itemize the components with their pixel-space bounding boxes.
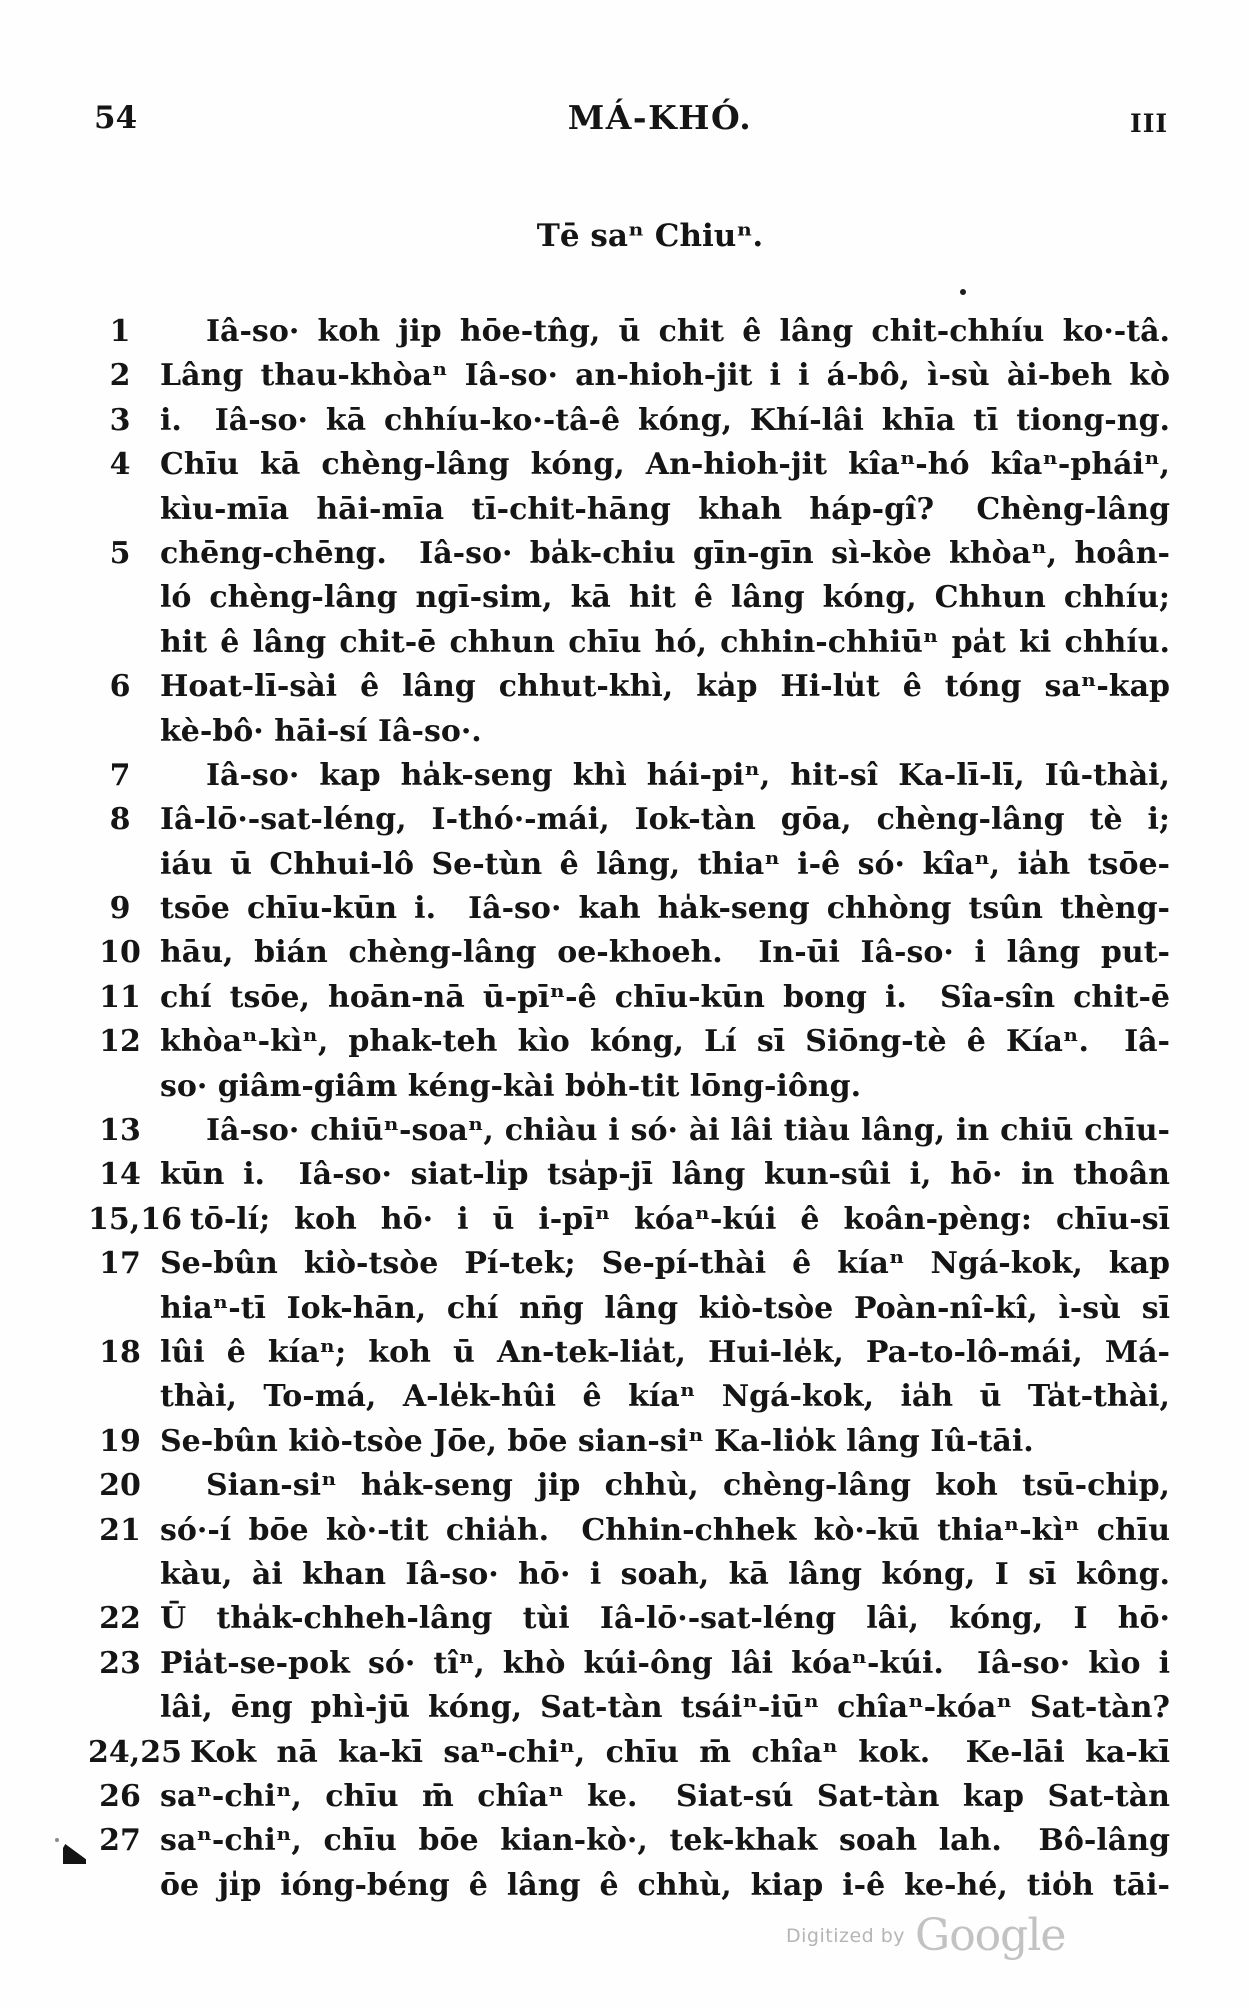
verse-line (88, 1420, 1170, 1464)
verse-line (88, 710, 1170, 754)
verse-text: lûi ê kíaⁿ; koh ū An-tek-lia̍t, Hui-le̍k, Pa-to-lô-mái, Má- (160, 1334, 1170, 1370)
verse-text: saⁿ-chiⁿ, chīu m̄ chîaⁿ ke. Siat-sú Sat-tàn kap Sat-tàn (160, 1778, 1170, 1814)
running-title: MÁ-KHÓ. (567, 98, 753, 137)
ink-speck (55, 1838, 59, 1842)
verse-line (88, 754, 1170, 798)
verse-line (88, 532, 1170, 576)
verse-number: 22 (99, 1601, 141, 1637)
verse-number: 19 (99, 1423, 141, 1459)
verse-number: 17 (99, 1246, 141, 1282)
verse-line (88, 798, 1170, 842)
verse-text: Iâ-so· koh jip hōe-tn̂g, ū chit ê lâng chit-chhíu ko·-tâ. (206, 314, 1170, 349)
verse-text: Iâ-so· kap ha̍k-seng khì hái-piⁿ, hit-sî Ka-lī-lī, Iû-thài, (206, 757, 1170, 793)
verse-line (88, 1642, 1170, 1686)
verse-line (88, 1375, 1170, 1419)
verse-number: 7 (109, 757, 131, 793)
verse-line (88, 399, 1170, 443)
verse-number: 11 (99, 979, 141, 1015)
verse-number: 3 (109, 402, 131, 438)
verse-number: 18 (99, 1334, 141, 1370)
verse-text: kè-bô· hāi-sí Iâ-so·. (160, 713, 482, 749)
verse-line (88, 1198, 1170, 1242)
verse-number: 14 (99, 1157, 141, 1193)
digitized-watermark (786, 1910, 1065, 1961)
verse-text: kìu-mīa hāi-mīa tī-chit-hāng khah háp-gî? Chèng-lâng (160, 491, 1170, 527)
verse-line (88, 1153, 1170, 1197)
verse-number: 15,16 (88, 1201, 182, 1237)
verse-line (88, 1553, 1170, 1597)
verse-text-block (88, 310, 1170, 1908)
verse-line (88, 1775, 1170, 1819)
verse-text: chēng-chēng. Iâ-so· ba̍k-chiu gīn-gīn sì-kòe khòaⁿ, hoân- (160, 535, 1170, 571)
verse-line (88, 1819, 1170, 1863)
verse-text: hāu, bián chèng-lâng oe-khoeh. In-ūi Iâ-so· i lâng put- (160, 935, 1170, 971)
verse-text: Pia̍t-se-pok só· tîⁿ, khò kúi-ông lâi kóaⁿ-kúi. Iâ-so· kìo i (160, 1645, 1170, 1681)
verse-line (88, 887, 1170, 931)
verse-number: 24,25 (88, 1734, 182, 1770)
verse-number: 9 (109, 891, 131, 927)
verse-line (88, 488, 1170, 532)
verse-text: Chīu kā chèng-lâng kóng, An-hioh-jit kîaⁿ-hó kîaⁿ-pháiⁿ, (160, 447, 1170, 483)
verse-number: 13 (99, 1113, 141, 1149)
verse-line (88, 1020, 1170, 1064)
verse-text: Iâ-lō·-sat-léng, I-thó·-mái, Iok-tàn gōa, chèng-lâng tè i; (160, 802, 1170, 838)
ink-blot (63, 1844, 86, 1864)
verse-text: so· giâm-giâm kéng-kài bo̍h-tit lōng-iông. (160, 1068, 862, 1104)
verse-line (88, 1287, 1170, 1331)
verse-number: 5 (109, 535, 131, 571)
verse-number: 10 (99, 935, 141, 971)
verse-text: Se-bûn kiò-tsòe Jōe, bōe sian-siⁿ Ka-lio̍k lâng Iû-tāi. (160, 1423, 1034, 1459)
verse-number: 12 (99, 1024, 141, 1060)
verse-number: 20 (99, 1468, 141, 1504)
ink-speck (960, 289, 966, 295)
verse-text: só·-í bōe kò·-tit chia̍h. Chhin-chhek kò·-kū thiaⁿ-kìⁿ chīu (160, 1512, 1170, 1548)
verse-text: Lâng thau-khòaⁿ Iâ-so· an-hioh-jit i i á-bô, ì-sù ài-beh kò (160, 358, 1170, 394)
verse-text: Sian-siⁿ ha̍k-seng jip chhù, chèng-lâng koh tsū-chi̍p, (206, 1468, 1170, 1504)
verse-line (88, 1686, 1170, 1730)
verse-line (88, 576, 1170, 620)
verse-line (88, 1331, 1170, 1375)
verse-text: kàu, ài khan Iâ-so· hō· i soah, kā lâng kóng, I sī kông. (160, 1556, 1170, 1592)
verse-text: saⁿ-chiⁿ, chīu bōe kian-kò·, tek-khak soah lah. Bô-lâng (160, 1823, 1170, 1859)
chapter-roman-numeral: III (1130, 109, 1169, 138)
watermark-prefix: Digitized by (786, 1924, 906, 1947)
verse-line (88, 843, 1170, 887)
verse-text: khòaⁿ-kìⁿ, phak-teh kìo kóng, Lí sī Siōng-tè ê Kíaⁿ. Iâ- (160, 1024, 1170, 1060)
verse-number: 27 (99, 1823, 141, 1859)
verse-text: tsōe chīu-kūn i. Iâ-so· kah ha̍k-seng chhòng tsûn thèng- (160, 891, 1170, 927)
verse-text: chí tsōe, hoān-nā ū-pīⁿ-ê chīu-kūn bong i. Sîa-sîn chit-ē (160, 979, 1170, 1015)
verse-text: Ū tha̍k-chheh-lâng tùi Iâ-lō·-sat-léng lâi, kóng, I hō· (160, 1601, 1170, 1637)
verse-line (88, 976, 1170, 1020)
verse-number: 26 (99, 1778, 141, 1814)
verse-line (88, 665, 1170, 709)
verse-text: lâi, ēng phì-jū kóng, Sat-tàn tsáiⁿ-iūⁿ chîaⁿ-kóaⁿ Sat-tàn? (160, 1690, 1170, 1726)
verse-text: tō-lí; koh hō· i ū i-pīⁿ kóaⁿ-kúi ê koân-pèng: chīu-sī (189, 1201, 1170, 1237)
verse-line (88, 1242, 1170, 1286)
page-number: 54 (94, 100, 138, 136)
verse-line (88, 1065, 1170, 1109)
verse-line (88, 1109, 1170, 1153)
google-logo: Google (915, 1910, 1066, 1961)
verse-line (88, 1509, 1170, 1553)
verse-text: i. Iâ-so· kā chhíu-ko·-tâ-ê kóng, Khí-lâi khīa tī tiong-ng. (160, 402, 1170, 438)
verse-text: Hoat-lī-sài ê lâng chhut-khì, ka̍p Hi-lu̍t ê tóng saⁿ-kap (160, 669, 1170, 705)
verse-number: 2 (109, 358, 131, 394)
verse-line (88, 1464, 1170, 1508)
verse-number: 23 (99, 1645, 141, 1681)
verse-line (88, 443, 1170, 487)
verse-text: hiaⁿ-tī Iok-hān, chí nn̄g lâng kiò-tsòe Poàn-nî-kî, ì-sù sī (160, 1290, 1170, 1326)
verse-text: Se-bûn kiò-tsòe Pí-tek; Se-pí-thài ê kíaⁿ Ngá-kok, kap (160, 1246, 1170, 1282)
verse-number: 4 (109, 447, 131, 483)
verse-line (88, 1731, 1170, 1775)
verse-line (88, 310, 1170, 354)
verse-line (88, 931, 1170, 975)
chapter-heading: Tē saⁿ Chiuⁿ. (536, 218, 764, 254)
verse-line (88, 1864, 1170, 1908)
verse-number: 21 (99, 1512, 141, 1548)
verse-text: iáu ū Chhui-lô Se-tùn ê lâng, thiaⁿ i-ê só· kîaⁿ, ia̍h tsōe- (160, 846, 1170, 882)
verse-number: 1 (109, 314, 131, 349)
verse-text: ōe ji̍p ióng-béng ê lâng ê chhù, kiap i-ê ke-hé, tio̍h tāi- (160, 1867, 1170, 1903)
verse-number: 8 (109, 802, 131, 838)
verse-line (88, 354, 1170, 398)
verse-line (88, 621, 1170, 665)
verse-text: Kok nā ka-kī saⁿ-chiⁿ, chīu m̄ chîaⁿ kok. Ke-lāi ka-kī (189, 1734, 1170, 1770)
verse-text: ló chèng-lâng ngī-sim, kā hit ê lâng kóng, Chhun chhíu; (160, 580, 1170, 616)
verse-text: Iâ-so· chiūⁿ-soaⁿ, chiàu i só· ài lâi tiàu lâng, in chiū chīu- (206, 1113, 1170, 1149)
verse-text: hit ê lâng chit-ē chhun chīu hó, chhin-chhiūⁿ pa̍t ki chhíu. (160, 624, 1170, 660)
verse-text: kūn i. Iâ-so· siat-li̍p tsa̍p-jī lâng kun-sûi i, hō· in thoân (160, 1157, 1170, 1193)
verse-text: thài, To-má, A-le̍k-hûi ê kíaⁿ Ngá-kok, ia̍h ū Ta̍t-thài, (160, 1379, 1170, 1415)
verse-number: 6 (109, 669, 131, 705)
verse-line (88, 1597, 1170, 1641)
